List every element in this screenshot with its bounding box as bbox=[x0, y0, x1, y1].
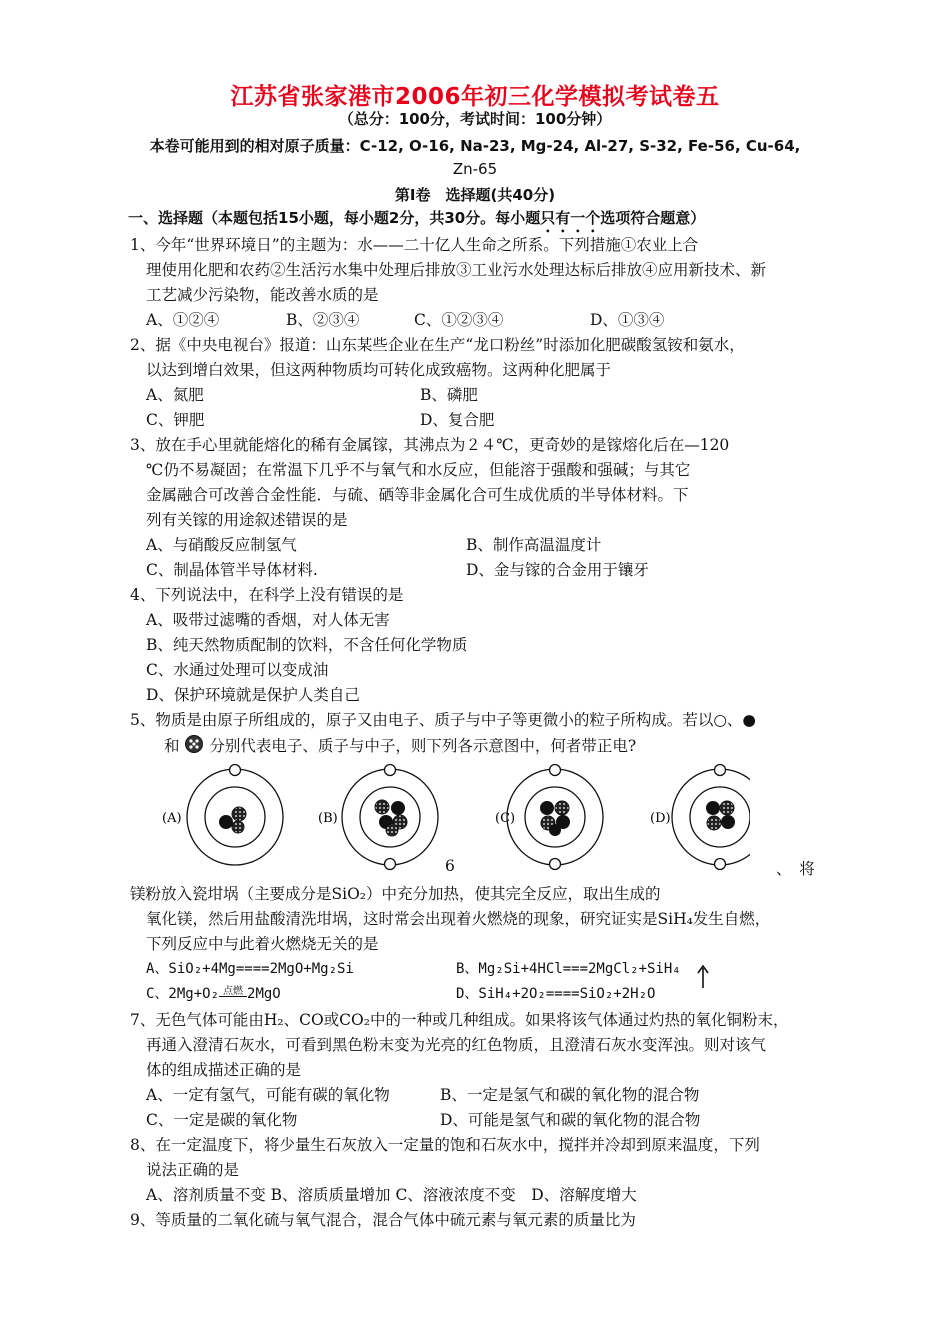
atom-diagram-d[interactable] bbox=[650, 765, 750, 870]
q2-option-b[interactable]: B、磷肥 bbox=[420, 386, 478, 404]
q2-stem: 以达到增白效果，但这两种物质均可转化成致癌物。这两种化肥属于 bbox=[146, 361, 612, 379]
q5-stem-and: 和 bbox=[164, 737, 180, 755]
q3-option-a[interactable]: A、与硝酸反应制氢气 bbox=[146, 536, 297, 554]
q6-option-c-left: C、2Mg+O₂ bbox=[146, 986, 220, 1002]
q6-option-c[interactable] bbox=[146, 983, 281, 1003]
diagram-label-b: (B) bbox=[318, 811, 338, 826]
atom-diagrams bbox=[150, 762, 750, 872]
diagram-label-d: (D) bbox=[650, 811, 671, 826]
exam-info: （总分：100分，考试时间：100分钟） bbox=[338, 110, 612, 128]
q3-stem: 3、放在手心里就能熔化的稀有金属镓，其沸点为２４℃，更奇妙的是镓熔化后在—120 bbox=[130, 436, 730, 454]
q8-stem: 说法正确的是 bbox=[146, 1161, 240, 1179]
q6-stem: 下列反应中与此着火燃烧无关的是 bbox=[146, 935, 379, 953]
q8-options[interactable]: A、溶剂质量不变 B、溶质质量增加 C、溶液浓度不变 D、溶解度增大 bbox=[146, 1186, 637, 1204]
q6-option-a[interactable]: A、SiO₂+4Mg====2MgO+Mg₂Si bbox=[146, 961, 354, 977]
up-arrow-icon bbox=[696, 964, 710, 990]
neutron-icon bbox=[184, 734, 204, 754]
neutron-icon bbox=[232, 821, 244, 833]
q7-stem: 再通入澄清石灰水，可看到黑色粉末变为光亮的红色物质，且澄清石灰水变浑浊。则对该气 bbox=[146, 1036, 767, 1054]
q1-stem: 1、今年“世界环境日”的主题为：水——二十亿人生命之所系。下列措施①农业上合 bbox=[130, 236, 699, 254]
diagram-label-a: (A) bbox=[162, 811, 182, 826]
q7-option-c[interactable]: C、一定是碳的氧化物 bbox=[146, 1111, 298, 1129]
q4-option-b[interactable]: B、纯天然物质配制的饮料，不含任何化学物质 bbox=[146, 636, 468, 654]
q4-stem: 4、下列说法中，在科学上没有错误的是 bbox=[130, 586, 404, 604]
q4-option-d[interactable]: D、保护环境就是保护人类自己 bbox=[146, 686, 360, 704]
q7-stem: 体的组成描述正确的是 bbox=[146, 1061, 302, 1079]
q5-stem: 5、物质是由原子所组成的，原子又由电子、质子与中子等更微小的粒子所构成。若以○、● bbox=[130, 711, 756, 729]
q2-stem: 2、据《中央电视台》报道：山东某些企业在生产“龙口粉丝”时添加化肥碳酸氢铵和氨水， bbox=[130, 336, 745, 354]
q5-stem bbox=[164, 734, 636, 756]
q6-stem: 镁粉放入瓷坩埚（主要成分是SiO₂）中充分加热，使其完全反应，取出生成的 bbox=[130, 885, 661, 903]
atomic-mass-line: 本卷可能用到的相对原子质量：C-12, O-16, Na-23, Mg-24, Al-27, S-32, Fe-56, Cu-64, bbox=[149, 137, 801, 155]
part-heading bbox=[128, 207, 705, 236]
q6-option-c-right: 2MgO bbox=[247, 986, 281, 1002]
q6-number: 6 bbox=[445, 857, 455, 875]
q2-option-a[interactable]: A、氮肥 bbox=[146, 386, 204, 404]
q8-stem: 8、在一定温度下，将少量生石灰放入一定量的饱和石灰水中，搅拌并冷却到原来温度，下列 bbox=[130, 1136, 760, 1154]
part-heading-emphasis: 只有一个 bbox=[540, 209, 601, 227]
q2-option-c[interactable]: C、钾肥 bbox=[146, 411, 205, 429]
q7-stem: 7、无色气体可能由H₂、CO或CO₂中的一种或几种组成。如果将该气体通过灼热的氧化铜粉末， bbox=[130, 1011, 789, 1029]
atomic-mass-line-cont: Zn-65 bbox=[452, 160, 498, 178]
q3-stem: 列有关镓的用途叙述错误的是 bbox=[146, 511, 348, 529]
page-title: 江苏省张家港市2006年初三化学模拟考试卷五 bbox=[230, 84, 720, 110]
reaction-condition: 点燃 bbox=[219, 988, 247, 997]
q3-stem: 金属融合可改善合金性能．与硫、硒等非金属化合可生成优质的半导体材料。下 bbox=[146, 486, 689, 504]
section-heading: 第Ⅰ卷 选择题(共40分) bbox=[394, 186, 556, 204]
electron-icon bbox=[230, 765, 241, 776]
atom-diagram-a[interactable] bbox=[162, 765, 283, 866]
diagram-label-c: (C) bbox=[495, 811, 516, 826]
q9-stem: 9、等质量的二氧化硫与氧气混合，混合气体中硫元素与氧元素的质量比为 bbox=[130, 1211, 636, 1229]
atom-diagram-c[interactable] bbox=[495, 765, 603, 870]
atom-diagram-b[interactable] bbox=[318, 765, 438, 870]
q3-option-d[interactable]: D、金与镓的合金用于镶牙 bbox=[466, 561, 649, 579]
proton-icon bbox=[219, 815, 233, 829]
q6-option-d[interactable]: D、SiH₄+2O₂====SiO₂+2H₂O bbox=[456, 986, 656, 1002]
q6-option-b[interactable]: B、Mg₂Si+4HCl===2MgCl₂+SiH₄ bbox=[456, 961, 681, 977]
q5-stem-rest: 分别代表电子、质子与中子，则下列各示意图中，何者带正电? bbox=[209, 737, 637, 755]
q3-option-b[interactable]: B、制作高温温度计 bbox=[466, 536, 602, 554]
q7-option-b[interactable]: B、一定是氢气和碳的氧化物的混合物 bbox=[440, 1086, 700, 1104]
q1-option-b[interactable]: B、②③④ bbox=[286, 311, 360, 329]
q7-option-a[interactable]: A、一定有氢气，可能有碳的氧化物 bbox=[146, 1086, 390, 1104]
q2-option-d[interactable]: D、复合肥 bbox=[420, 411, 495, 429]
q7-option-d[interactable]: D、可能是氢气和碳的氧化物的混合物 bbox=[440, 1111, 701, 1129]
q1-stem: 工艺减少污染物，能改善水质的是 bbox=[146, 286, 379, 304]
neutron-icon bbox=[232, 807, 246, 821]
q1-option-d[interactable]: D、①③④ bbox=[590, 311, 665, 329]
part-heading-text: 一、选择题（本题包括15小题，每小题2分，共30分。每小题 bbox=[128, 209, 541, 227]
q4-option-c[interactable]: C、水通过处理可以变成油 bbox=[146, 661, 329, 679]
q1-option-c[interactable]: C、①②③④ bbox=[414, 311, 504, 329]
q1-stem: 理使用化肥和农药②生活污水集中处理后排放③工业污水处理达标后排放④应用新技术、新 bbox=[146, 261, 767, 279]
q6-lead: 、 将 bbox=[776, 860, 815, 878]
q3-option-c[interactable]: C、制晶体管半导体材料. bbox=[146, 561, 318, 579]
q1-option-a[interactable]: A、①②④ bbox=[146, 311, 220, 329]
q6-stem: 氧化镁，然后用盐酸清洗坩埚，这时常会出现着火燃烧的现象，研究证实是SiH₄发生自燃， bbox=[146, 910, 771, 928]
q4-option-a[interactable]: A、吸带过滤嘴的香烟，对人体无害 bbox=[146, 611, 390, 629]
part-heading-tail: 选项符合题意） bbox=[600, 209, 706, 227]
q3-stem: ℃仍不易凝固；在常温下几乎不与氧气和水反应，但能溶于强酸和强碱；与其它 bbox=[146, 461, 691, 479]
